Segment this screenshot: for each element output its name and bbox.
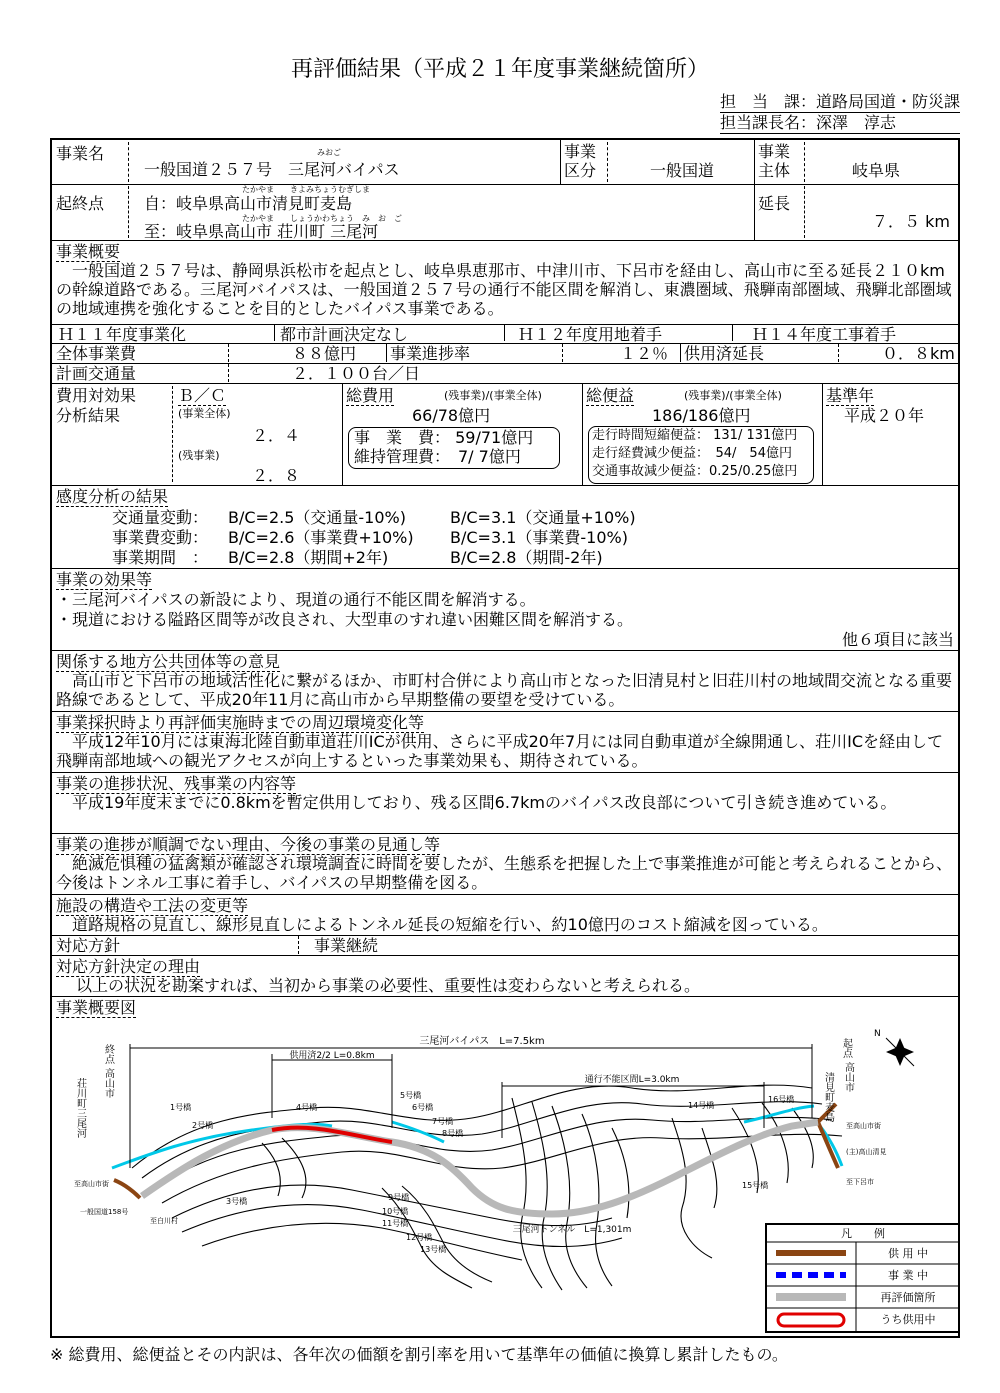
endpoint-to: 至：岐阜県高山市 荘川町 三尾河 bbox=[144, 222, 379, 241]
svg-text:至白川村: 至白川村 bbox=[150, 1217, 178, 1225]
endpoint-from: 自：岐阜県高山市清見町麦島 bbox=[144, 194, 353, 213]
opened-length: ０．８km bbox=[882, 344, 955, 363]
page-title: 再評価結果（平成２１年度事業継続箇所） bbox=[290, 57, 709, 82]
project-name-ruby: みおご bbox=[317, 148, 341, 157]
policy-reason-text: 以上の状況を勘案すれば、当初から事業の必要性、重要性は変わらないと考えられる。 bbox=[76, 976, 701, 995]
svg-text:一般国道158号: 一般国道158号 bbox=[80, 1208, 129, 1216]
tunnel-label: 三尾河トンネル L=1,301m bbox=[512, 1225, 632, 1235]
base-year: 平成２０年 bbox=[844, 406, 925, 425]
svg-text:再評価箇所: 再評価箇所 bbox=[880, 1291, 936, 1304]
overview-text: 一般国道２５７号は、静岡県浜松市を起点とし、岐阜県恵那市、中津川市、下呂市を経由し、高山市に至る延長２１０kmの幹線道路である。三尾河バイパスは、一般国道２５７号の通行不能区間を解消し、東濃圏域、飛騨南部圏域、飛騨北部圏域の地域連携を強化することを目的としたバイパス事業である。 bbox=[56, 261, 952, 318]
project-map bbox=[52, 1018, 958, 1336]
terrain-contours bbox=[132, 1085, 842, 1290]
project-length: ７．５ km bbox=[872, 212, 950, 231]
svg-text:2号橋: 2号橋 bbox=[192, 1121, 214, 1130]
overview-label: 事業概要 bbox=[56, 242, 121, 261]
svg-text:(主)高山清見: (主)高山清見 bbox=[846, 1148, 887, 1156]
endpoints-label: 起終点 bbox=[56, 194, 105, 213]
milestone-3: Ｈ１２年度用地着手 bbox=[518, 325, 663, 344]
total-benefit-value: 186/186億円 bbox=[652, 406, 751, 425]
project-category: 一般国道 bbox=[650, 161, 715, 180]
svg-text:6号橋: 6号橋 bbox=[412, 1103, 434, 1112]
bc-whole: ２．４ bbox=[252, 426, 301, 445]
project-owner: 岐阜県 bbox=[852, 161, 901, 180]
total-cost-value: 66/78億円 bbox=[412, 406, 491, 425]
total-cost: ８８億円 bbox=[292, 344, 357, 363]
svg-text:5号橋: 5号橋 bbox=[400, 1091, 422, 1100]
effects-other: 他６項目に該当 bbox=[841, 630, 954, 649]
env-change-text: 平成12年10月には東海北陸自動車道荘川ICが供用、さらに平成20年7月には同自動車道が全線開通し、荘川ICを経由して飛騨南部地域への観光アクセスが向上するといった事業効果も、期待されている。 bbox=[56, 732, 944, 770]
project-name: 一般国道２５７号 三尾河バイパス bbox=[144, 160, 400, 179]
svg-text:16号橋: 16号橋 bbox=[768, 1095, 795, 1104]
svg-text:8号橋: 8号橋 bbox=[442, 1129, 464, 1138]
svg-text:9号橋: 9号橋 bbox=[388, 1193, 410, 1202]
svg-text:7号橋: 7号橋 bbox=[432, 1117, 454, 1126]
project-name-label: 事業名 bbox=[56, 144, 105, 163]
milestone-1: Ｈ１１年度事業化 bbox=[58, 325, 187, 344]
opinion-text: 高山市と下呂市の地域活性化に繋がるほか、市町村合併により高山市となった旧清見村と旧荘川村の地域間交流となる重要路線であるとして、平成20年11月に高山市から早期整備の要望を受けている。 bbox=[56, 671, 953, 709]
svg-text:うち供用中: うち供用中 bbox=[880, 1313, 936, 1326]
svg-text:至高山市街: 至高山市街 bbox=[846, 1122, 881, 1130]
svg-text:12号橋: 12号橋 bbox=[406, 1233, 433, 1242]
svg-text:至下呂市: 至下呂市 bbox=[846, 1178, 874, 1186]
legend-title: 凡 例 bbox=[841, 1227, 885, 1240]
svg-text:14号橋: 14号橋 bbox=[688, 1101, 715, 1110]
end-city: 高山市 bbox=[102, 1068, 114, 1098]
svg-text:至高山市街: 至高山市街 bbox=[74, 1180, 109, 1188]
svg-text:N: N bbox=[874, 1029, 881, 1039]
bc-remain: ２．８ bbox=[252, 466, 301, 485]
sensitivity-label: 感度分析の結果 bbox=[56, 487, 169, 506]
progress-rate: １２％ bbox=[620, 344, 669, 363]
footnote: ※ 総費用、総便益とその内訳は、各年次の価額を割引率を用いて基準年の価値に換算し累計したもの。 bbox=[50, 1345, 788, 1364]
evaluation-sheet: 事業名 みおご 一般国道２５７号 三尾河バイパス 事業 区分 一般国道 事業 主体 岐阜県 起終点 たかやま きよみちょうむぎしま 自：岐阜県高山市清見町麦島 たかやま しょうかわちょう み お ご 至：岐阜県高山市 荘川町 三尾河 延長 ７．５ km 事業概要 一般国道２５７号は、静岡県浜松市を起点とし、岐阜県恵那市、中津川市、下呂市を経由し、高山市に至る延長２１０kmの幹線道路である。三尾河バイパスは、一般国道２５７号の通行不能区間を解消し、東濃圏域、飛騨南部圏域、飛騨北部圏域の地域連携を強化することを目的としたバイパス事業である。 Ｈ１１年度事業化 都市計画決定なし Ｈ１２年度用地着手 Ｈ１４年度工事着手 全体事業費 ８８億円 事業進捗率 １２％ 供用済延長 ０．８km 計画交通量 ２．１００台／日 費用対効果 分析結果 Ｂ／Ｃ (事業全体) ２．４ (残事業) ２．８ 総費用 (残事業)/(事業全体) 66/78億円 事 業 費： 59/71億円 維持管理費： 7/ 7億円 総便益 (残事業)/(事業全体) 186/186億円 走行時間短縮便益： 131/ 131億円 走行経費減少便益： 54/ 54億円 交通事故減少便益：0.25/0.25億円 基準年 平成２０年 感度分析の結果 交通量変動： B/C=2.5（交通量-10%) B/C=3.1（交通量+10%) 事業費変動： B/C=2.6（事業費+10%) B/C=3.1（事業費-10%) 事業期間 ： B/C=2.8（期間+2年) B/C=2.8（期間-2年) 事業の効果等 ・三尾河バイパスの新設により、現道の通行不能区間を解消する。 ・現道における隘路区間等が改良され、大型車のすれ違い困難区間を解消する。 他６項目に該当 関係する地方公共団体等の意見 高山市と下呂市の地域活性化に繋がるほか、市町村合併により高山市となった旧清見村と旧荘川村の地域間交流となる重要路線であるとして、平成20年11月に高山市から早期整備の要望を受けている。 事業採択時より再評価実施時までの周辺環境変化等 平成12年10月には東海北陸自動車道荘川ICが供用、さらに平成20年7月には同自動車道が全線開通し、荘川ICを経由して飛騨南部地域への観光アクセスが向上するといった事業効果も、期待されている。 事業の進捗状況、残事業の内容等 平成19年度末までに0.8kmを暫定供用しており、残る区間6.7kmのバイパス改良部について引き続き進めている。 事業の進捗が順調でない理由、今後の事業の見通し等 絶滅危惧種の猛禽類が確認され環境調査に時間を要したが、生態系を把握した上で事業推進が可能と考えられることから、今後はトンネル工事に着手し、バイパスの早期整備を図る。 施設の構造や工法の変更等 道路規格の見直し、線形見直しによるトンネル延長の短縮を行い、約10億円のコスト縮減を図っている。 対応方針 事業継続 対応方針決定の理由 以上の状況を勘案すれば、当初から事業の必要性、重要性は変わらないと考えられる。 事業概要図 bbox=[50, 138, 960, 1338]
map-label: 事業概要図 bbox=[56, 998, 137, 1017]
responsible-chief: 担当課長名：深澤 淳志 bbox=[720, 113, 960, 134]
start-label: 起点 bbox=[840, 1038, 852, 1058]
bypass-length-label: 三尾河バイパス L=7.5km bbox=[419, 1036, 545, 1047]
milestone-2: 都市計画決定なし bbox=[280, 325, 409, 344]
effects-label: 事業の効果等 bbox=[56, 570, 153, 589]
map-legend bbox=[766, 1224, 958, 1332]
milestone-4: Ｈ１４年度工事着手 bbox=[752, 325, 897, 344]
progress-status-text: 平成19年度末までに0.8kmを暫定供用しており、残る区間6.7kmのバイパス改良部について引き続き進めている。 bbox=[72, 793, 897, 812]
effect-item-2: ・現道における隘路区間等が改良され、大型車のすれ違い困難区間を解消する。 bbox=[56, 610, 633, 629]
responsible-block bbox=[720, 92, 960, 134]
north-arrow-icon bbox=[874, 1029, 914, 1066]
svg-text:10号橋: 10号橋 bbox=[382, 1207, 409, 1216]
start-place: 清見町麦島 bbox=[822, 1072, 834, 1122]
svg-text:15号橋: 15号橋 bbox=[742, 1181, 769, 1190]
impassable-label: 通行不能区間L=3.0km bbox=[584, 1075, 680, 1085]
opened-length-label: 供用済2/2 L=0.8km bbox=[289, 1051, 375, 1061]
opened-segment bbox=[272, 1128, 392, 1142]
end-place: 荘川町三尾河 bbox=[74, 1078, 86, 1138]
svg-text:4号橋: 4号橋 bbox=[296, 1103, 318, 1112]
svg-text:13号橋: 13号橋 bbox=[420, 1245, 447, 1254]
responsible-dept: 担 当 課：道路局国道・防災課 bbox=[719, 92, 960, 111]
policy-value: 事業継続 bbox=[314, 936, 379, 955]
svg-text:3号橋: 3号橋 bbox=[226, 1197, 248, 1206]
start-city: 高山市 bbox=[842, 1062, 854, 1092]
svg-text:11号橋: 11号橋 bbox=[382, 1219, 409, 1228]
delay-reason-text: 絶滅危惧種の猛禽類が確認され環境調査に時間を要したが、生態系を把握した上で事業推進が可能と考えられることから、今後はトンネル工事に着手し、バイパスの早期整備を図る。 bbox=[56, 854, 953, 892]
svg-text:1号橋: 1号橋 bbox=[170, 1103, 192, 1112]
svg-text:供 用 中: 供 用 中 bbox=[888, 1247, 928, 1260]
construction-text: 道路規格の見直し、線形見直しによるトンネル延長の短縮を行い、約10億円のコスト縮減を図っている。 bbox=[72, 915, 828, 934]
effect-item-1: ・三尾河バイパスの新設により、現道の通行不能区間を解消する。 bbox=[56, 590, 536, 609]
planned-traffic: ２．１００台／日 bbox=[292, 364, 421, 383]
svg-text:事 業 中: 事 業 中 bbox=[888, 1269, 928, 1282]
end-label: 終点 bbox=[102, 1044, 114, 1064]
